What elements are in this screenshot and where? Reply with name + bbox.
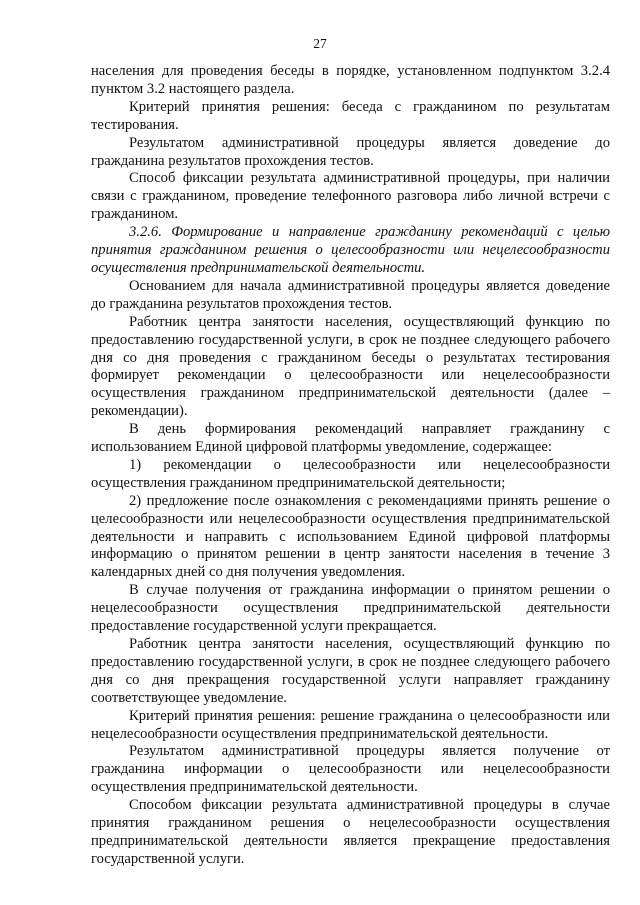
document-body <box>91 63 610 869</box>
paragraph-termination-notice: Работник центра занятости населения, осуществляющий функцию по предоставлению государственной услуги, в срок не позднее следующего рабочего дня со дня прекращения государственной услуги направляет гражданину соответствующее уведомление. <box>91 636 610 706</box>
paragraph-procedure-result: Результатом административной процедуры является доведение до гражданина результатов прохождения тестов. <box>91 134 610 169</box>
paragraph-continuation: населения для проведения беседы в порядке, установленном подпунктом 3.2.4 пунктом 3.2 настоящего раздела. <box>91 63 610 97</box>
paragraph-fixation-method-2: Способом фиксации результата административной процедуры в случае принятия гражданином решения о нецелесообразности осуществления предпринимательской деятельности является прекращение предоставления государственной услуги. <box>91 797 610 867</box>
paragraph-decision-criterion: Критерий принятия решения: беседа с гражданином по результатам тестирования. <box>91 98 610 133</box>
page-number: 27 <box>313 36 327 51</box>
paragraph-service-termination: В случае получения от гражданина информации о принятом решении о нецелесообразности осуществления предпринимательской деятельности предоставление государственной услуги прекращается. <box>91 582 610 635</box>
paragraph-fixation-method: Способ фиксации результата административной процедуры, при наличии связи с гражданином, проведение телефонного разговора либо личной встречи с гражданином. <box>91 170 610 223</box>
section-heading-3-2-6: 3.2.6. Формирование и направление гражданину рекомендаций с целью принятия гражданином решения о целесообразности или нецелесообразности осуществления предпринимательской деятельности. <box>91 224 610 276</box>
list-item-2: 2) предложение после ознакомления с рекомендациями принять решение о целесообразности или нецелесообразности осуществления предпринимательской деятельности и направить с использованием Единой цифровой платформы информацию о принятом решении в центр занятости населения в течение 3 календарных дней со дня получения уведомления. <box>91 492 610 581</box>
list-item-1: 1) рекомендации о целесообразности или нецелесообразности осуществления гражданином предпринимательской деятельности; <box>91 456 610 491</box>
paragraph-employee-recommendations: Работник центра занятости населения, осуществляющий функцию по предоставлению государственной услуги, в срок не позднее следующего рабочего дня со дня проведения с гражданином беседы о результатах тестирования формирует рекомендации о целесообразности или нецелесообразности осуществления гражданином предпринимательской деятельности (далее – рекомендации). <box>91 313 610 420</box>
paragraph-notification: В день формирования рекомендаций направляет гражданину с использованием Единой цифровой платформы уведомление, содержащее: <box>91 421 610 456</box>
paragraph-procedure-result-2: Результатом административной процедуры является получение от гражданина информации о целесообразности или нецелесообразности осуществления предпринимательской деятельности. <box>91 743 610 796</box>
paragraph-grounds: Основанием для начала административной процедуры является доведение до гражданина результатов прохождения тестов. <box>91 277 610 312</box>
paragraph-decision-criterion-2: Критерий принятия решения: решение гражданина о целесообразности или нецелесообразности осуществления предпринимательской деятельности. <box>91 707 610 742</box>
